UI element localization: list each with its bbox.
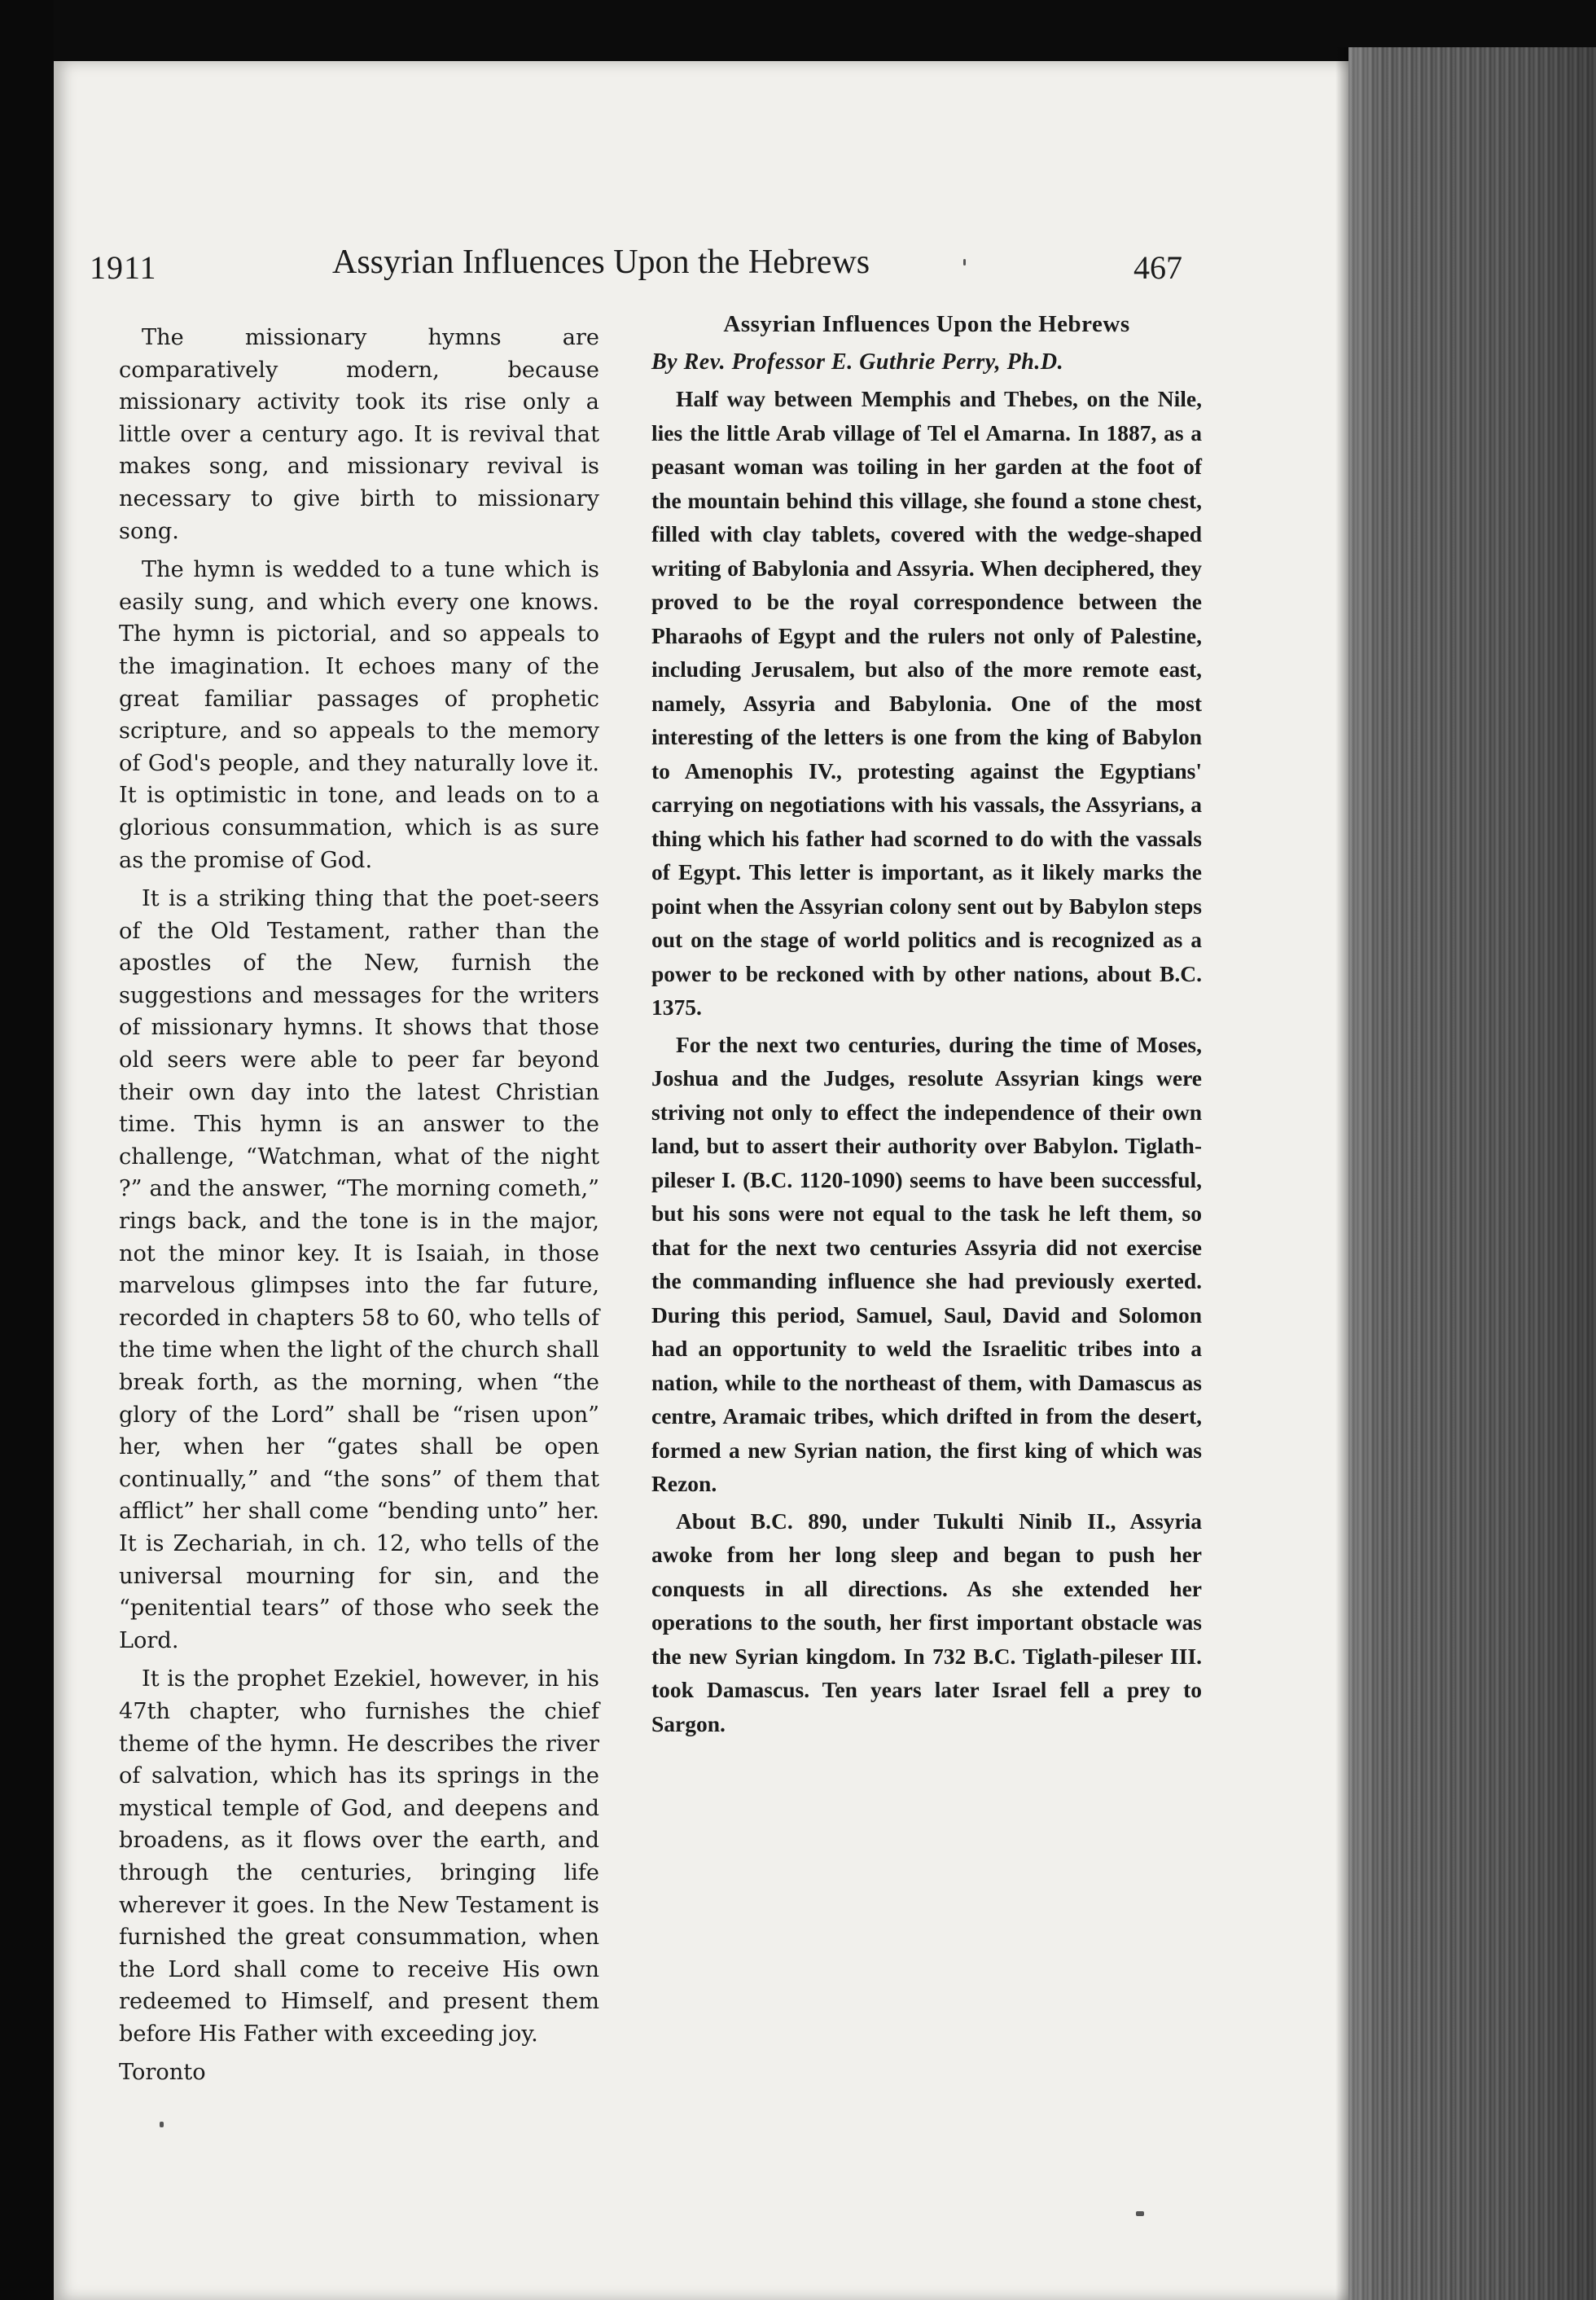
article-byline: By Rev. Professor E. Guthrie Perry, Ph.D. (651, 349, 1064, 375)
right-column (651, 308, 1202, 1744)
article-title: Assyrian Influences Upon the Hebrews (723, 311, 1130, 337)
book-fore-edge (1348, 47, 1596, 2300)
article-paragraph-3: About B.C. 890, under Tukulti Ninib II., Assyria awoke from her long sleep and began to push her conquests in all directions. As she extended her operations to the south, her first important obstacle was the new Syrian kingdom. In 732 B.C. Tiglath-pileser III. took Damascus. Ten years later Israel fell a prey to Sargon. (651, 1508, 1202, 1736)
scan-speck (160, 2122, 164, 2127)
left-paragraph-4: It is the prophet Ezekiel, however, in his 47th chapter, who furnishes the chief theme of the hymn. He describes the river of salvation, which has its springs in the mystical temple of God, and deepens and broadens, as it flows over the earth, and through the centuries, bringing life wherever it goes. In the New Testament is furnished the great consummation, when the Lord shall come to receive His own redeemed to Himself, and present them before His Father with exceeding joy. (119, 1666, 599, 2047)
running-head-year: 1911 (90, 249, 157, 286)
scan-speck (963, 259, 966, 266)
article-paragraph-1: Half way between Memphis and Thebes, on the Nile, lies the little Arab village of Tel el Amarna. In 1887, as a peasant woman was toiling in her garden at the foot of the mountain behind this village, she found a stone chest, filled with clay tablets, covered with the wedge-shaped writing of Babylonia and Assyria. When deciphered, they proved to be the royal correspondence between the Pharaohs of Egypt and the rulers not only of Palestine, including Jerusalem, but also of the more remote east, namely, Assyria and Babylonia. One of the most interesting of the letters is one from the king of Babylon to Amenophis IV., protesting against the Egyptians' carrying on negotiations with his vassals, the Assyrians, a thing which his father had scorned to do with the vassals of Egypt. This letter is important, as it likely marks the point when the Assyrian colony sent out by Babylon steps out on the stage of world politics and is recognized as a power to be reckoned with by other nations, about B.C. 1375. (651, 386, 1202, 1020)
scan-background-left (0, 0, 54, 2300)
running-head-title: Assyrian Influences Upon the Hebrews (332, 244, 870, 281)
page-number: 467 (1133, 249, 1182, 286)
left-paragraph-3: It is a striking thing that the poet-seers of the Old Testament, rather than the apostles of the New, furnish the suggestions and messages for the writers of missionary hymns. It shows that those old seers were able to peer far beyond their own day into the latest Christian time. This hymn is an answer to the challenge, “Watchman, what of the night ?” and the answer, “The morning cometh,” rings back, and the tone is in the major, not the minor key. It is Isaiah, in those marvelous glimpses into the far future, recorded in chapters 58 to 60, who tells of the time when the light of the church shall break forth, as the morning, when “the glory of the Lord” shall be “risen upon” her, when her “gates shall be open continually,” and “the sons” of them that afflict” her shall come “bending unto” her. It is Zechariah, in ch. 12, who tells of the universal mourning for sin, and the “penitential tears” of those who seek the Lord. (119, 886, 599, 1653)
signature: Toronto (119, 2060, 206, 2086)
left-paragraph-1: The missionary hymns are comparatively modern, because missionary activity took its rise only a little over a century ago. It is revival that makes song, and missionary revival is necessary to give birth to missionary song. (119, 325, 599, 544)
left-paragraph-2: The hymn is wedded to a tune which is easily sung, and which every one knows. The hymn is pictorial, and so appeals to the imagination. It echoes many of the great familiar passages of prophetic scripture, and so appeals to the memory of God's people, and they naturally love it. It is optimistic in tone, and leads on to a glorious consummation, which is as sure as the promise of God. (119, 557, 599, 873)
scan-speck (1136, 2211, 1144, 2216)
left-column (119, 322, 599, 2096)
article-paragraph-2: For the next two centuries, during the time of Moses, Joshua and the Judges, resolute Assyrian kings were striving not only to effect the independence of their own land, but to assert their authority over Babylon. Tiglath-pileser I. (B.C. 1120-1090) seems to have been successful, but his sons were not equal to the task he left them, so that for the next two centuries Assyria did not exercise the commanding influence she had previously exerted. During this period, Samuel, Saul, David and Solomon had an opportunity to weld the Israelitic tribes into a nation, while to the northeast of them, with Damascus as centre, Aramaic tribes, which drifted in from the desert, formed a new Syrian nation, the first king of which was Rezon. (651, 1031, 1202, 1496)
